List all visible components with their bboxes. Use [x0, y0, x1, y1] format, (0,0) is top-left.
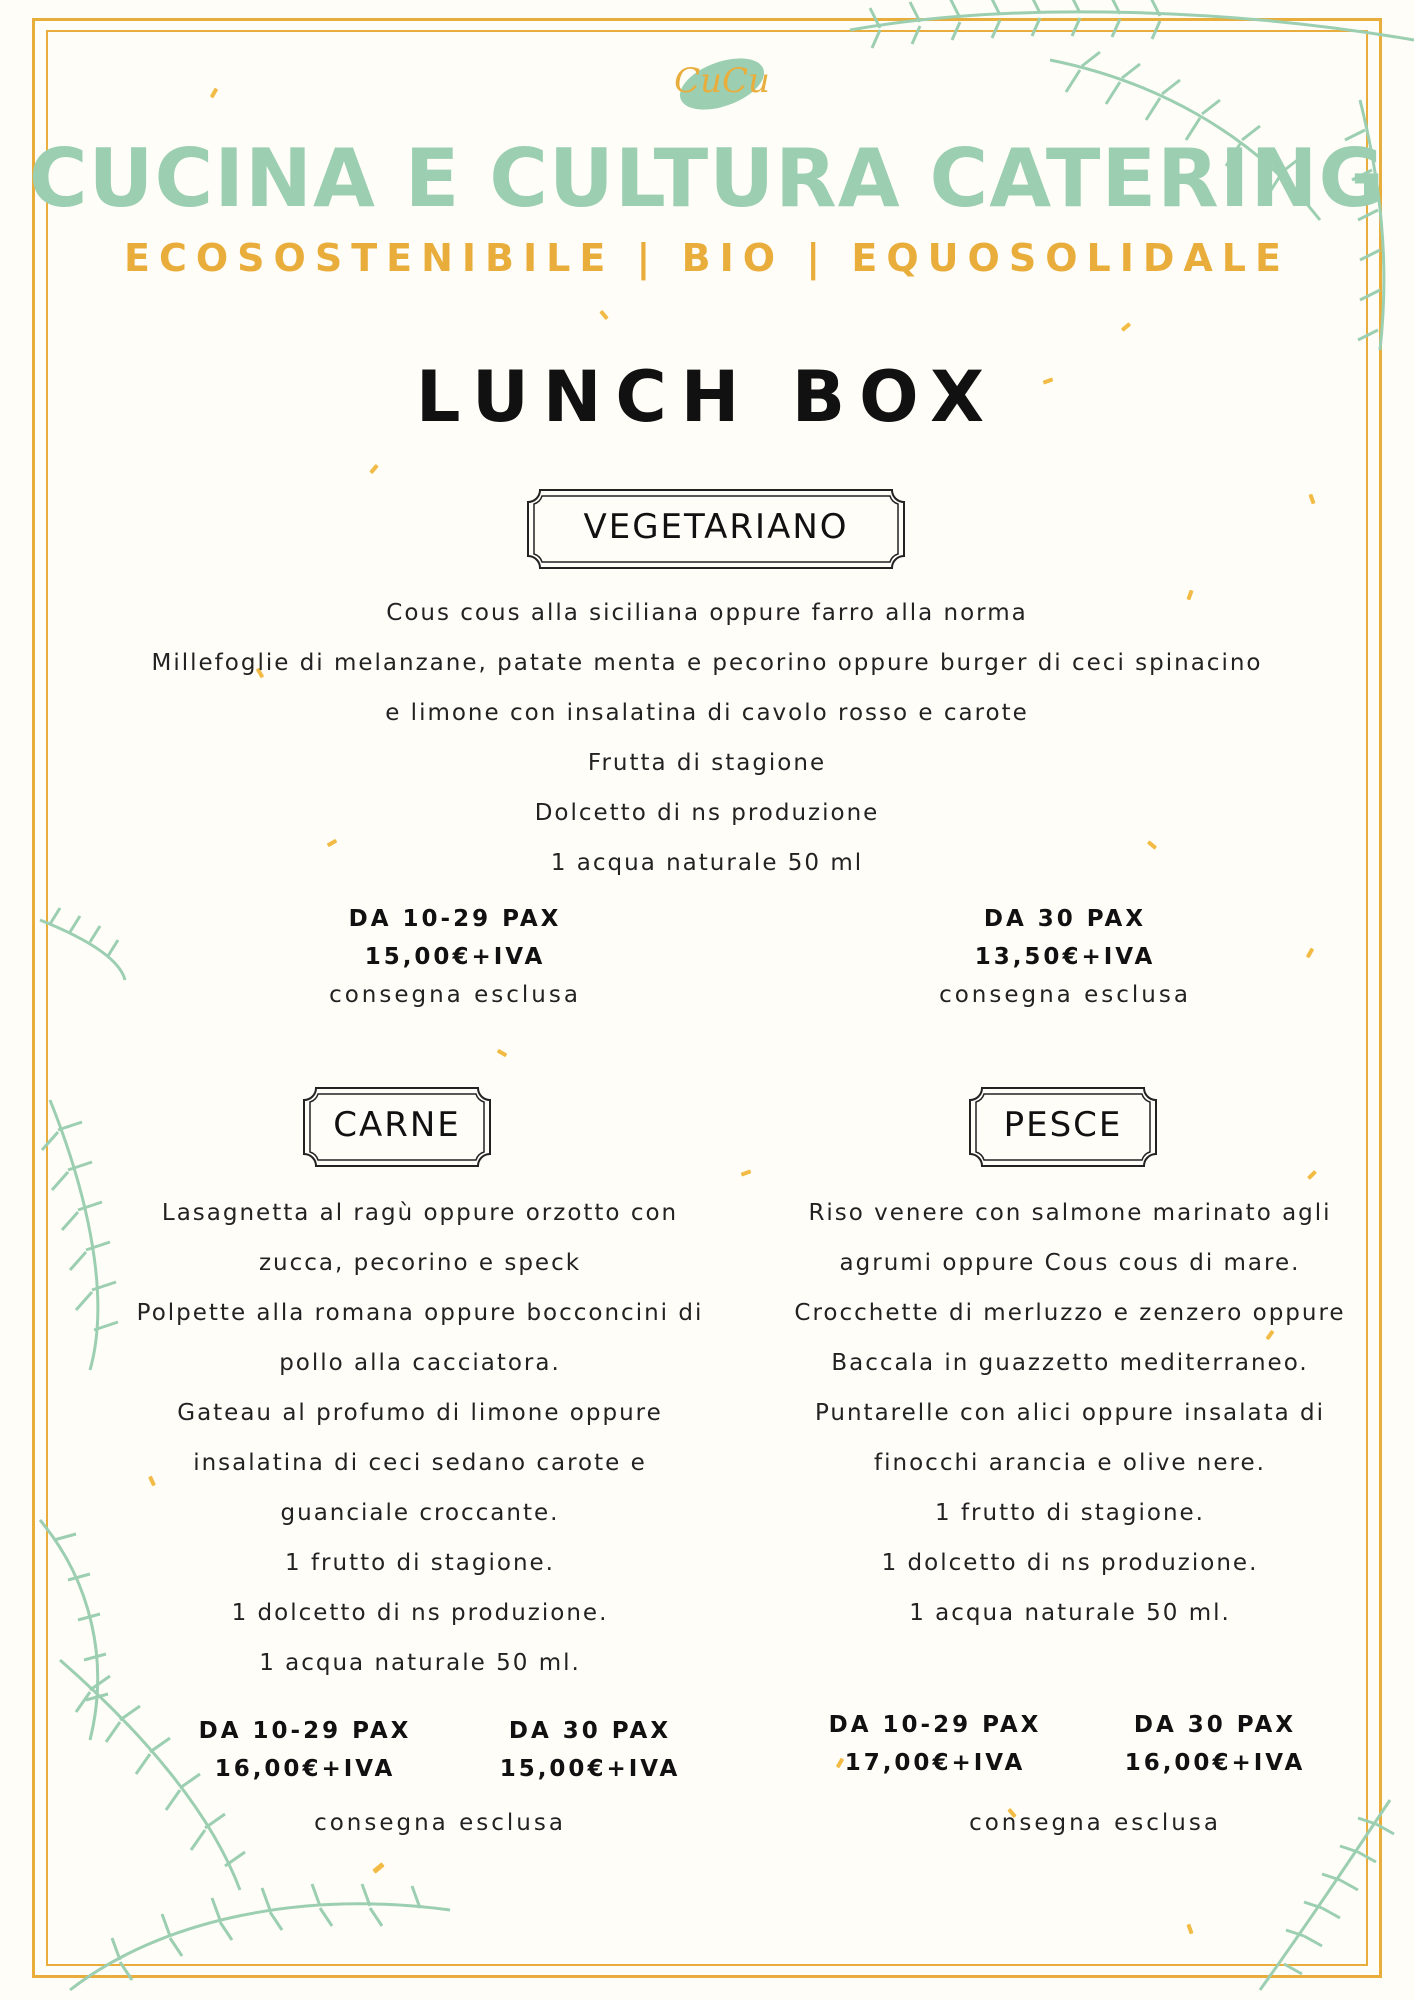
- brand-subtitle: ECOSOSTENIBILE | BIO | EQUOSOLIDALE: [124, 236, 1290, 280]
- menu-line: zucca, pecorino e speck: [258, 1250, 582, 1276]
- tag-carne: [302, 1086, 492, 1168]
- menu-line: Lasagnetta al ragù oppure orzotto con: [161, 1200, 679, 1226]
- tag-pesce: [968, 1086, 1158, 1168]
- price-value: 13,50€+IVA: [974, 944, 1156, 970]
- menu-line: agrumi oppure Cous cous di mare.: [839, 1250, 1301, 1276]
- brand-title: CUCINA E CULTURA CATERING: [28, 132, 1386, 225]
- menu-line: Frutta di stagione: [587, 750, 827, 776]
- menu-line: e limone con insalatina di cavolo rosso e carote: [385, 700, 1029, 726]
- price-value: 16,00€+IVA: [1124, 1750, 1306, 1776]
- price-note: consegna esclusa: [939, 982, 1191, 1008]
- price-value: 15,00€+IVA: [499, 1756, 681, 1782]
- price-value: 16,00€+IVA: [214, 1756, 396, 1782]
- menu-line: 1 frutto di stagione.: [935, 1500, 1205, 1526]
- tag-vegetariano: [526, 488, 906, 570]
- menu-line: 1 frutto di stagione.: [285, 1550, 555, 1576]
- menu-line: 1 dolcetto di ns produzione.: [881, 1550, 1259, 1576]
- tag-vegetariano-label: VEGETARIANO: [583, 507, 849, 547]
- price-note: consegna esclusa: [329, 982, 581, 1008]
- menu-line: Crocchette di merluzzo e zenzero oppure: [794, 1300, 1346, 1326]
- menu-line: 1 acqua naturale 50 ml.: [259, 1650, 581, 1676]
- menu-line: 1 acqua naturale 50 ml: [550, 850, 864, 876]
- price-pax: DA 30 PAX: [983, 906, 1147, 932]
- brand-logo: [664, 36, 780, 120]
- menu-line: Dolcetto di ns produzione: [534, 800, 880, 826]
- menu-line: Polpette alla romana oppure bocconcini di: [136, 1300, 704, 1326]
- price-pax: DA 30 PAX: [508, 1718, 672, 1744]
- menu-line: Puntarelle con alici oppure insalata di: [814, 1400, 1326, 1426]
- menu-line: Gateau al profumo di limone oppure: [177, 1400, 663, 1426]
- page-title: LUNCH BOX: [415, 356, 999, 438]
- menu-line: 1 acqua naturale 50 ml.: [909, 1600, 1231, 1626]
- price-pax: DA 10-29 PAX: [348, 906, 562, 932]
- menu-line: pollo alla cacciatora.: [279, 1350, 561, 1376]
- brand-logo-text: CuCu: [674, 61, 770, 101]
- price-note: consegna esclusa: [969, 1810, 1221, 1836]
- menu-line: insalatina di ceci sedano carote e: [193, 1450, 647, 1476]
- tag-carne-label: CARNE: [333, 1105, 461, 1145]
- price-pax: DA 10-29 PAX: [198, 1718, 412, 1744]
- menu-line: Baccala in guazzetto mediterraneo.: [831, 1350, 1309, 1376]
- menu-line: guanciale croccante.: [280, 1500, 560, 1526]
- menu-line: 1 dolcetto di ns produzione.: [231, 1600, 609, 1626]
- menu-line: Riso venere con salmone marinato agli: [808, 1200, 1332, 1226]
- menu-line: finocchi arancia e olive nere.: [874, 1450, 1266, 1476]
- menu-line: Cous cous alla siciliana oppure farro alla norma: [386, 600, 1028, 626]
- menu-line: Millefoglie di melanzane, patate menta e pecorino oppure burger di ceci spinacino: [151, 650, 1263, 676]
- price-pax: DA 30 PAX: [1133, 1712, 1297, 1738]
- price-value: 17,00€+IVA: [844, 1750, 1026, 1776]
- price-note: consegna esclusa: [314, 1810, 566, 1836]
- price-value: 15,00€+IVA: [364, 944, 546, 970]
- price-pax: DA 10-29 PAX: [828, 1712, 1042, 1738]
- tag-pesce-label: PESCE: [1003, 1105, 1123, 1145]
